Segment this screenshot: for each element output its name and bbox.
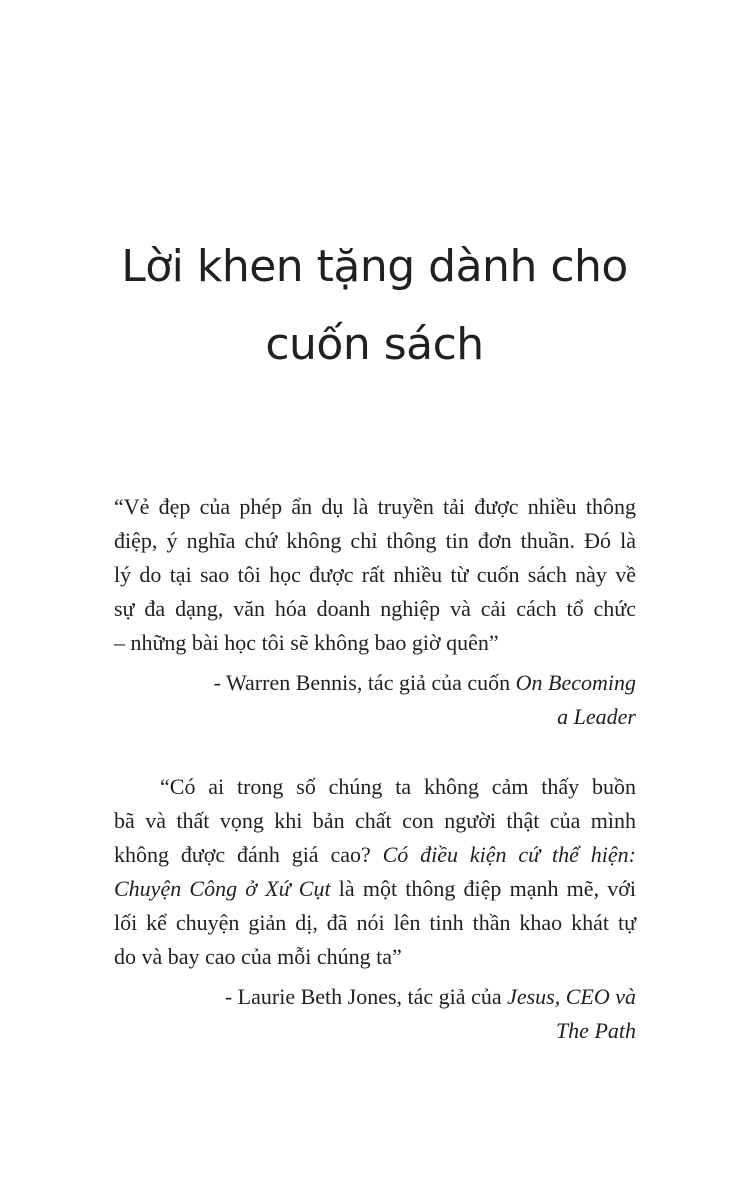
testimonial-quote-2 — [114, 770, 636, 974]
attribution-1-book-title-a: On Becoming — [515, 670, 636, 695]
quote-2-line-4-text: là một thông điệp mạnh mẽ, với — [330, 876, 636, 901]
attribution-2-line-2 — [116, 1014, 636, 1048]
attribution-1-line-2 — [116, 700, 636, 734]
quote-2-line-3-text: không được đánh giá cao? — [114, 842, 371, 867]
attribution-1-author: - Warren Bennis, tác giả của cuốn — [213, 670, 516, 695]
testimonial-quote-1 — [114, 490, 636, 660]
quote-2-line-4 — [114, 872, 636, 906]
quote-2-line-3 — [114, 838, 636, 872]
attribution-2-author: - Laurie Beth Jones, tác giả của — [224, 984, 508, 1009]
quote-2-line-2: bã và thất vọng khi bản chất con người thật của mình — [114, 808, 636, 833]
quote-1-line-2: điệp, ý nghĩa chứ không chỉ thông tin đơn thuần. Đó là — [114, 528, 636, 553]
quote-1-line-1: “Vẻ đẹp của phép ẩn dụ là truyền tải được nhiều thông — [114, 494, 636, 519]
quote-2-line-6: do và bay cao của mỗi chúng ta” — [114, 944, 402, 969]
attribution-2-book-title-a: Jesus, CEO — [507, 984, 610, 1009]
quote-2-line-5: lối kể chuyện giản dị, đã nói lên tinh thần khao khát tự — [114, 910, 636, 935]
page-title-line-1: Lời khen tặng dành cho — [121, 241, 628, 292]
quote-2-book-title-a: Có điều kiện cứ thể hiện: — [382, 842, 636, 867]
attribution-2-book-title-b: The Path — [555, 1018, 636, 1043]
attribution-1-line-1 — [116, 666, 636, 700]
quote-1-line-4: sự đa dạng, văn hóa doanh nghiệp và cải cách tổ chức — [114, 596, 636, 621]
quote-2-book-title-b: Chuyện Công ở Xứ Cụt — [114, 876, 331, 901]
quote-1-line-3: lý do tại sao tôi học được rất nhiều từ cuốn sách này về — [114, 562, 636, 587]
quote-1-line-5: – những bài học tôi sẽ không bao giờ quên” — [114, 630, 499, 655]
attribution-2-joiner: và — [609, 984, 636, 1009]
testimonial-attribution-1 — [116, 666, 636, 734]
attribution-2-line-1 — [116, 980, 636, 1014]
attribution-1-book-title-b: a Leader — [557, 704, 636, 729]
quote-2-line-1: “Có ai trong số chúng ta không cảm thấy buồn — [160, 774, 636, 799]
page-title-line-2: cuốn sách — [265, 319, 484, 370]
testimonial-attribution-2 — [116, 980, 636, 1048]
